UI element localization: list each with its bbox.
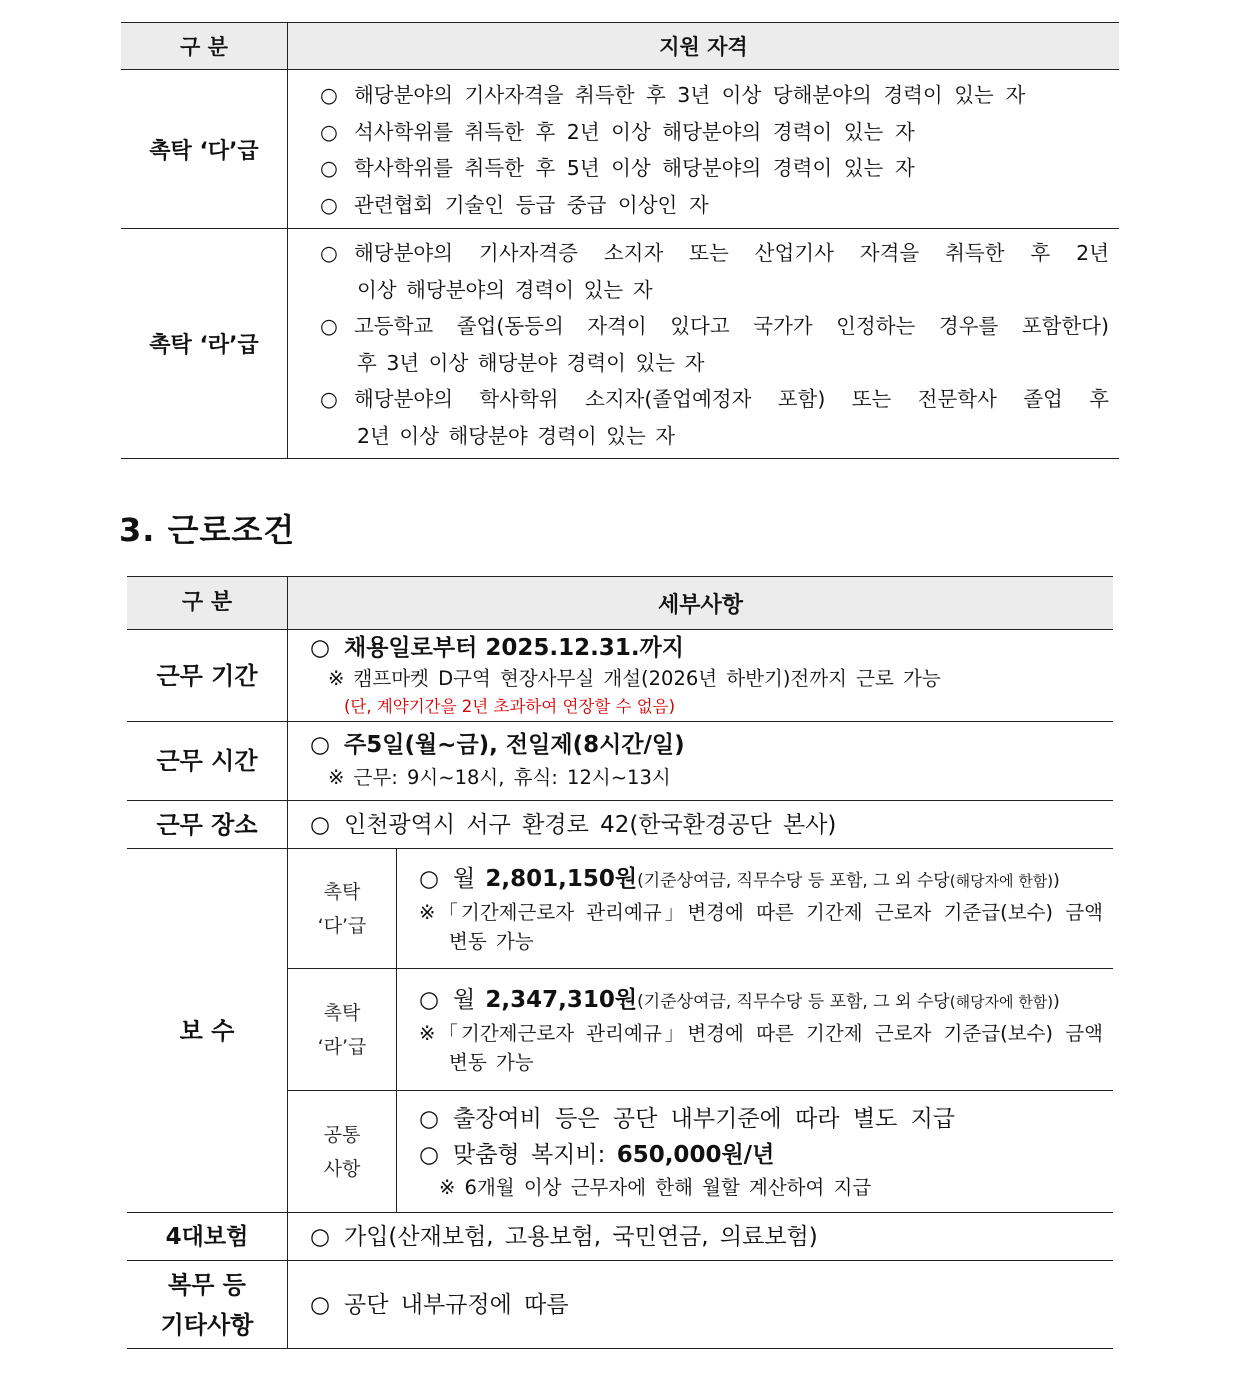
note-mark: ※ [328, 666, 345, 690]
table-row [127, 722, 1113, 801]
salary-label: 보 수 [127, 849, 288, 1213]
table-row [121, 229, 1119, 459]
salary-common-details: ○ 출장여비 등은 공단 내부기준에 따라 별도 지급 ○ 맞춤형 복지비: 650,000원/년 ※ 6개월 이상 근무자에 한해 월할 계산하여 지급 [397, 1091, 1114, 1213]
table-row [127, 849, 1113, 969]
circle-bullet-icon: ○ [419, 1141, 440, 1168]
list-item-continuation: 후 3년 이상 해당분야 경력이 있는 자 [357, 350, 705, 375]
row-items-da [288, 70, 1120, 229]
table-row [127, 1213, 1113, 1261]
header-qualification: 지원 자격 [288, 23, 1120, 70]
table-row [127, 630, 1113, 722]
salary-common-label: 공통 사항 [288, 1091, 397, 1213]
work-hours-details [288, 722, 1114, 801]
circle-bullet-icon: ○ [320, 83, 338, 107]
note-mark: ※ [419, 900, 439, 924]
circle-bullet-icon: ○ [320, 119, 338, 144]
etc-label: 복무 등 기타사항 [127, 1261, 288, 1349]
circle-bullet-icon: ○ [310, 1291, 331, 1318]
salary-amount: 2,347,310원 [485, 986, 638, 1013]
list-item: ○ 해당분야의 학사학위 소지자(졸업예정자 포함) 또는 전문학사 졸업 후 [320, 381, 1109, 418]
circle-bullet-icon: ○ [320, 156, 338, 180]
insurance-label: 4대보험 [127, 1213, 288, 1261]
welfare-amount: 650,000원/년 [616, 1141, 775, 1168]
list-item-continuation: 2년 이상 해당분야 경력이 있는 자 [357, 423, 676, 448]
work-period-main: 채용일로부터 2025.12.31.까지 [344, 634, 684, 661]
work-place-details [288, 801, 1114, 849]
circle-bullet-icon: ○ [310, 811, 331, 838]
insurance-details [288, 1213, 1114, 1261]
row-category-ra: 촉탁 ‘라’급 [121, 229, 288, 459]
salary-grade-da-label: 촉탁 ‘다’급 [288, 849, 397, 969]
salary-grade-ra-details: ○ 월 2,347,310원(기준상여금, 직무수당 등 포함, 그 외 수당(해당자에 한함)) ※「기간제근로자 관리예규」변경에 따른 기간제 근로자 기준급(보수) 금액 변동 가능 [397, 969, 1114, 1091]
table-row [121, 70, 1119, 229]
work-hours-note: 근무: 9시~18시, 휴식: 12시~13시 [353, 766, 671, 789]
table-header-row [127, 577, 1113, 630]
work-period-details [288, 630, 1114, 722]
row-items-ra [288, 229, 1120, 459]
circle-bullet-icon: ○ [320, 314, 338, 338]
work-period-note: 캠프마켓 D구역 현장사무실 개설(2026년 하반기)전까지 근로 가능 [353, 666, 941, 690]
list-item: ○ 고등학교 졸업(동등의 자격이 있다고 국가가 인정하는 경우를 포함한다) [320, 308, 1109, 345]
circle-bullet-icon: ○ [419, 865, 440, 892]
note-mark: ※ [328, 766, 345, 789]
note-mark: ※ [419, 1021, 439, 1045]
row-category-da: 촉탁 ‘다’급 [121, 70, 288, 229]
list-item: ○ 학사학위를 취득한 후 5년 이상 해당분야의 경력이 있는 자 [320, 150, 1111, 187]
table-row [127, 1261, 1113, 1349]
list-item: ○ 관련협회 기술인 등급 중급 이상인 자 [320, 187, 1111, 224]
list-item-continuation: 이상 해당분야의 경력이 있는 자 [357, 277, 653, 302]
note-mark: ※ [439, 1175, 456, 1199]
section-title: 3. 근로조건 [119, 511, 296, 549]
list-item: ○ 해당분야의 기사자격을 취득한 후 3년 이상 당해분야의 경력이 있는 자 [320, 77, 1111, 114]
etc-main: 공단 내부규정에 따름 [344, 1291, 569, 1318]
etc-details [288, 1261, 1114, 1349]
insurance-main: 가입(산재보험, 고용보험, 국민연금, 의료보험) [344, 1223, 818, 1250]
circle-bullet-icon: ○ [320, 241, 338, 265]
work-place-label: 근무 장소 [127, 801, 288, 849]
work-hours-main: 주5일(월~금), 전일제(8시간/일) [344, 732, 685, 758]
circle-bullet-icon: ○ [419, 986, 440, 1013]
work-place-main: 인천광역시 서구 환경로 42(한국환경공단 본사) [344, 811, 837, 838]
list-item: ○ 해당분야의 기사자격증 소지자 또는 산업기사 자격을 취득한 후 2년 [320, 235, 1109, 272]
circle-bullet-icon: ○ [419, 1105, 440, 1132]
work-period-red-note: (단, 계약기간을 2년 초과하여 연장할 수 없음) [344, 696, 676, 716]
circle-bullet-icon: ○ [320, 387, 338, 411]
circle-bullet-icon: ○ [310, 634, 331, 661]
salary-amount: 2,801,150원 [485, 865, 638, 892]
header-category: 구 분 [121, 23, 288, 70]
table-header-row [121, 23, 1119, 70]
qualification-table [121, 22, 1119, 459]
header-category: 구 분 [127, 577, 288, 630]
circle-bullet-icon: ○ [320, 192, 338, 217]
table-row [127, 801, 1113, 849]
salary-grade-ra-label: 촉탁 ‘라’급 [288, 969, 397, 1091]
circle-bullet-icon: ○ [310, 732, 331, 758]
circle-bullet-icon: ○ [310, 1223, 331, 1250]
work-hours-label: 근무 시간 [127, 722, 288, 801]
list-item: ○ 석사학위를 취득한 후 2년 이상 해당분야의 경력이 있는 자 [320, 114, 1111, 151]
working-conditions-table [127, 576, 1113, 1349]
work-period-label: 근무 기간 [127, 630, 288, 722]
header-details: 세부사항 [288, 577, 1114, 630]
salary-grade-da-details: ○ 월 2,801,150원(기준상여금, 직무수당 등 포함, 그 외 수당(해당자에 한함)) ※「기간제근로자 관리예규」변경에 따른 기간제 근로자 기준급(보수) 금액 변동 가능 [397, 849, 1114, 969]
